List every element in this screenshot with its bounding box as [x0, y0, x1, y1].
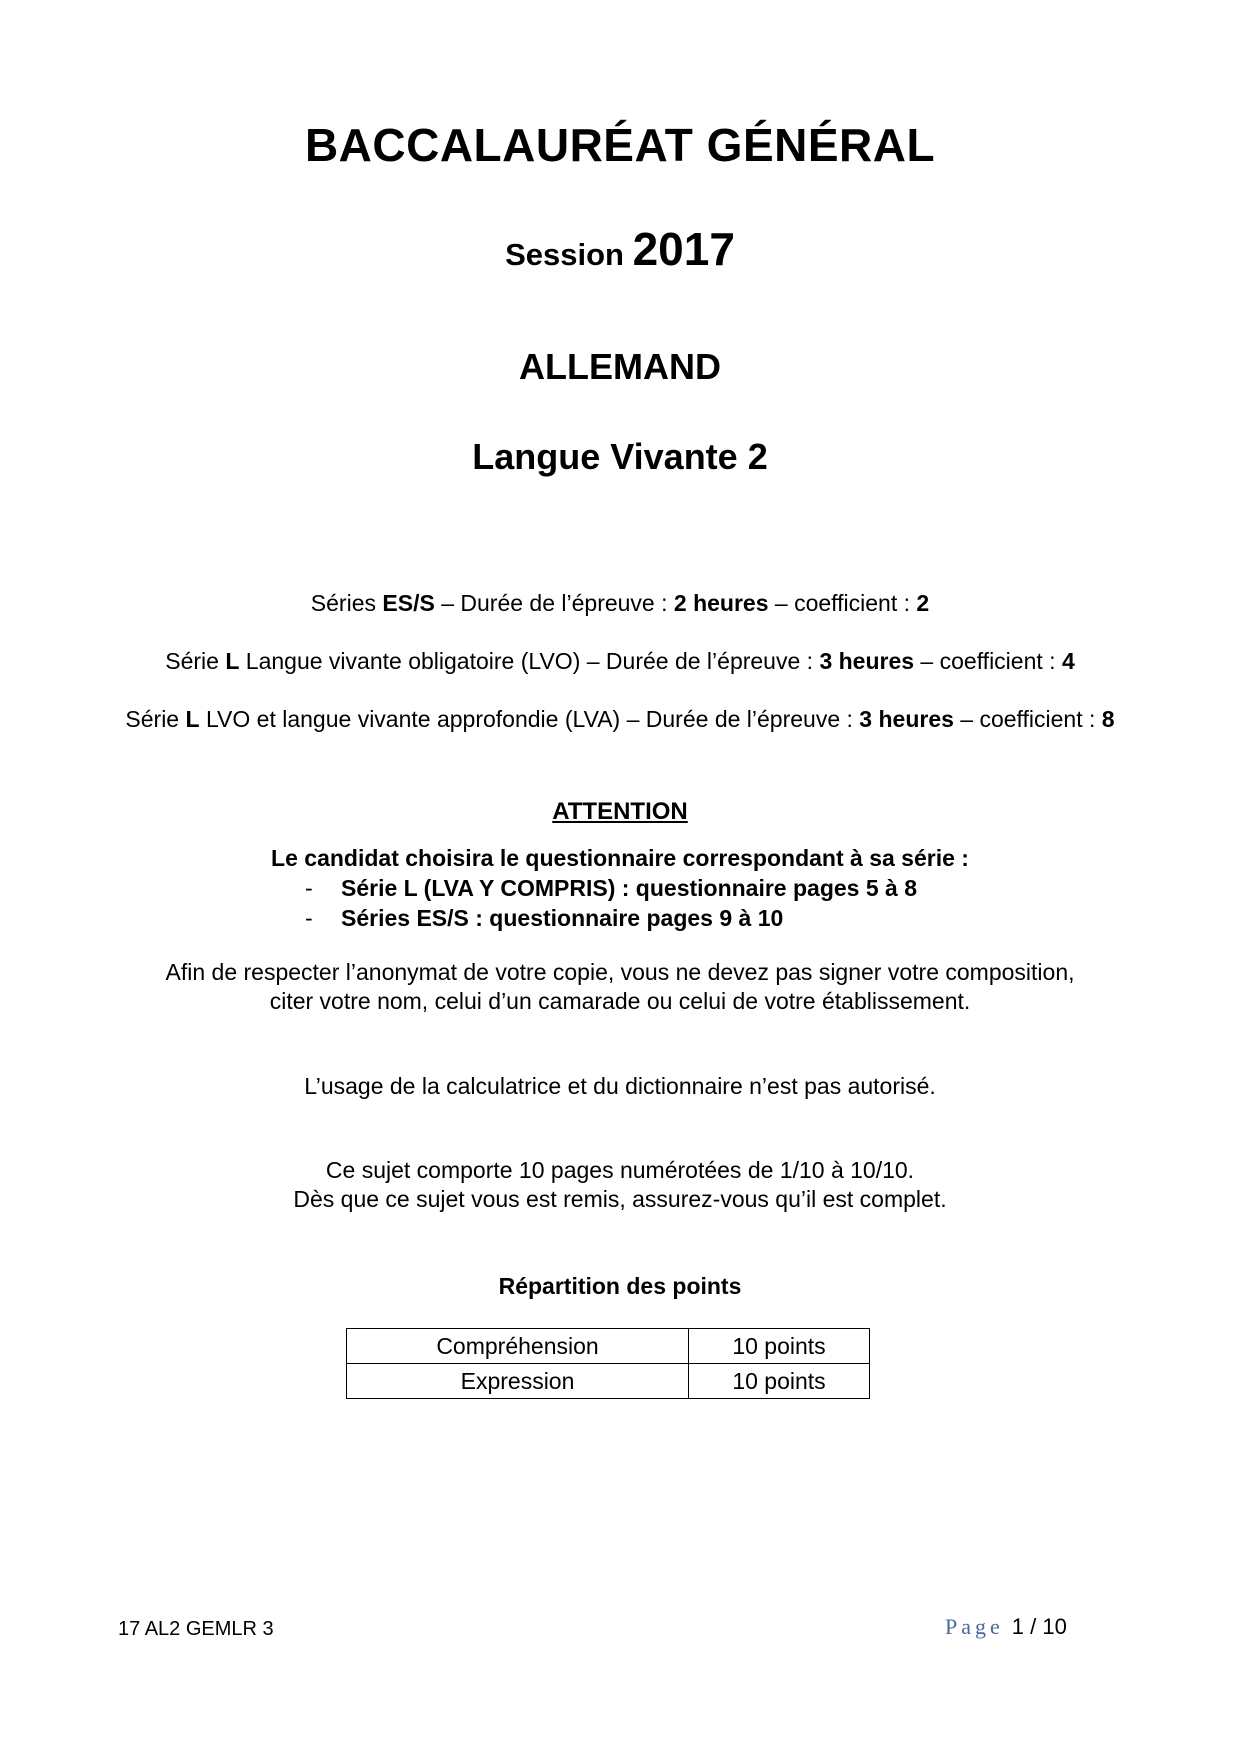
page-count: 1 / 10	[1011, 1614, 1067, 1639]
duration: 3 heures	[819, 648, 915, 674]
coefficient: 2	[916, 590, 930, 616]
attention-heading: ATTENTION	[552, 798, 688, 825]
page-number	[945, 1614, 1067, 1640]
table-row	[347, 1329, 870, 1364]
series-code: ES/S	[382, 590, 435, 616]
duration: 3 heures	[859, 706, 954, 732]
duration: 2 heures	[673, 590, 769, 616]
session-heading	[0, 222, 1240, 276]
exam-code: 17 AL2 GEMLR 3	[118, 1618, 274, 1640]
points-table	[346, 1328, 870, 1399]
coefficient: 8	[1101, 706, 1115, 732]
list-item: - Série L (LVA Y COMPRIS) : questionnaire pages 5 à 8	[305, 875, 918, 901]
table-row	[347, 1364, 870, 1399]
series-code: L	[225, 648, 240, 674]
exam-title: BACCALAURÉAT GÉNÉRAL	[304, 119, 936, 171]
table-cell-part: Compréhension	[347, 1329, 689, 1364]
questionnaire-list	[305, 873, 917, 933]
calculator-notice: L’usage de la calculatrice et du dictionnaire n’est pas autorisé.	[304, 1073, 936, 1099]
series-line-es-s: Séries ES/S – Durée de l’épreuve : 2 heures – coefficient : 2	[310, 590, 930, 616]
bullet-dash: -	[305, 905, 313, 931]
table-cell-points: 10 points	[689, 1364, 870, 1399]
attention-instruction: Le candidat choisira le questionnaire correspondant à sa série :	[271, 845, 969, 871]
subject-heading: ALLEMAND	[519, 346, 721, 387]
list-item: - Séries ES/S : questionnaire pages 9 à 10	[305, 905, 784, 931]
page-label: Page	[945, 1614, 1004, 1639]
coefficient: 4	[1061, 648, 1075, 674]
series-code: L	[185, 706, 200, 732]
session-label: Session	[505, 237, 624, 272]
series-line-l-lvo: Série L Langue vivante obligatoire (LVO) – Durée de l’épreuve : 3 heures – coefficient : 4	[165, 648, 1075, 674]
level-heading: Langue Vivante 2	[472, 436, 768, 477]
session-year: 2017	[632, 223, 735, 275]
pages-notice: Ce sujet comporte 10 pages numérotées de 1/10 à 10/10. Dès que ce sujet vous est remis, assurez-vous qu’il est complet.	[293, 1157, 947, 1212]
points-title: Répartition des points	[498, 1273, 742, 1299]
bullet-dash: -	[305, 875, 313, 901]
series-line-l-lva: Série L LVO et langue vivante approfondie (LVA) – Durée de l’épreuve : 3 heures – coefficient : 8	[125, 706, 1115, 732]
table-cell-points: 10 points	[689, 1329, 870, 1364]
anonymity-notice: Afin de respecter l’anonymat de votre copie, vous ne devez pas signer votre composition, citer votre nom, celui d’un camarade ou celui de votre établissement.	[165, 959, 1075, 1014]
table-cell-part: Expression	[347, 1364, 689, 1399]
